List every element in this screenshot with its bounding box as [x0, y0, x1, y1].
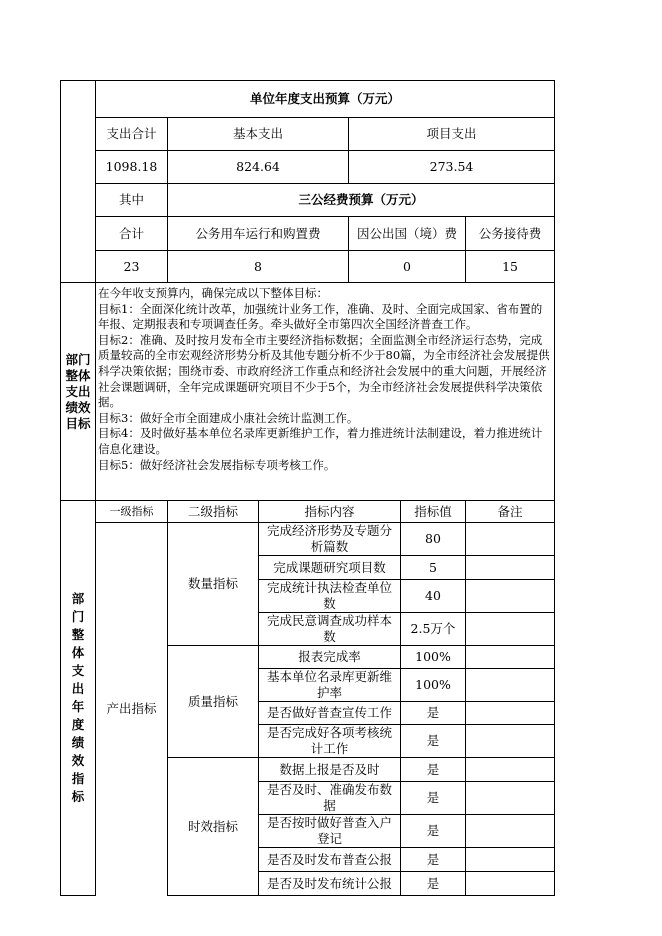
sangong-header-vehicle: 公务用车运行和购置费 — [168, 217, 349, 251]
header-basic-expense: 基本支出 — [168, 118, 349, 151]
header-level1: 一级指标 — [96, 501, 168, 523]
indicator-value: 是 — [401, 782, 466, 815]
indicator-note — [466, 580, 555, 613]
indicator-note — [466, 613, 555, 646]
indicator-note — [466, 556, 555, 580]
indicator-value: 40 — [401, 580, 466, 613]
indicator-note — [466, 815, 555, 848]
indicator-content: 完成民意调查成功样本数 — [259, 613, 401, 646]
goal-4: 目标4：及时做好基本单位名录库更新维护工作，着力推进统计法制建设，着力推进统计信息化建设。 — [98, 426, 543, 456]
goal-1: 目标1：全面深化统计改革，加强统计业务工作，准确、及时、全面完成国家、省布置的年报、定期报表和专项调查任务。牵头做好全市第四次全国经济普查工作。 — [98, 301, 543, 332]
budget-performance-sheet — [60, 80, 554, 896]
level2-quality: 质量指标 — [168, 646, 259, 758]
goal-5: 目标5：做好经济社会发展指标专项考核工作。 — [98, 457, 336, 472]
header-value: 指标值 — [401, 501, 466, 523]
goals-text — [96, 283, 555, 501]
budget-side-cell — [61, 81, 96, 283]
budget-title: 单位年度支出预算（万元） — [96, 81, 555, 118]
indicator-note — [466, 782, 555, 815]
indicator-content: 是否及时发布普查公报 — [259, 848, 401, 872]
header-total-expense: 支出合计 — [96, 118, 168, 151]
sangong-header-abroad: 因公出国（境）费 — [349, 217, 466, 251]
header-content: 指标内容 — [259, 501, 401, 523]
header-note: 备注 — [466, 501, 555, 523]
goal-intro: 在今年收支预算内，确保完成以下整体目标： — [98, 286, 328, 300]
indicator-note — [466, 702, 555, 725]
indicator-value: 是 — [401, 758, 466, 782]
indicator-content: 是否做好普查宣传工作 — [259, 702, 401, 725]
level2-quantity: 数量指标 — [168, 523, 259, 646]
indicator-note — [466, 646, 555, 669]
indicator-content: 基本单位名录库更新维护率 — [259, 669, 401, 702]
goal-2: 目标2：准确、及时按月发布全市主要经济指标数据；全面监测全市经济运行态势，完成质量较高的全市宏观经济形势分析及其他专题分析不少于80篇，为全市经济社会发展提供科学决策依据；围绕市委、市政府经济工作重点和经济社会发展中的重大问题，开展经济社会课题调研，全年完成课题研究项目不少于5个，为全市经济社会发展提供科学决策依据。 — [98, 332, 550, 410]
indicator-note — [466, 872, 555, 896]
indicator-value: 是 — [401, 702, 466, 725]
indicator-content: 报表完成率 — [259, 646, 401, 669]
indicator-value: 是 — [401, 848, 466, 872]
indicator-value: 2.5万个 — [401, 613, 466, 646]
indicator-content: 是否及时、准确发布数据 — [259, 782, 401, 815]
sangong-label: 其中 — [96, 184, 168, 217]
budget-table — [60, 80, 555, 896]
indicator-content: 完成课题研究项目数 — [259, 556, 401, 580]
indicator-note — [466, 669, 555, 702]
indicator-value: 是 — [401, 725, 466, 758]
indicator-value: 是 — [401, 872, 466, 896]
indicator-content: 完成经济形势及专题分析篇数 — [259, 523, 401, 556]
indicator-value: 100% — [401, 646, 466, 669]
header-level2: 二级指标 — [168, 501, 259, 523]
indicator-note — [466, 725, 555, 758]
indicators-side-label: 部门整体支出年度绩效指标 — [61, 501, 96, 896]
sangong-header-reception: 公务接待费 — [466, 217, 555, 251]
sangong-title: 三公经费预算（万元） — [168, 184, 555, 217]
sangong-value-total: 23 — [96, 251, 168, 283]
indicator-content: 是否完成好各项考核统计工作 — [259, 725, 401, 758]
indicator-note — [466, 523, 555, 556]
goal-3: 目标3：做好全市全面建成小康社会统计监测工作。 — [98, 410, 359, 425]
value-total-expense: 1098.18 — [96, 151, 168, 184]
indicator-value: 100% — [401, 669, 466, 702]
header-project-expense: 项目支出 — [349, 118, 555, 151]
indicator-note — [466, 848, 555, 872]
goals-side-label: 部门整体支出绩效目标 — [61, 283, 96, 501]
sangong-value-vehicle: 8 — [168, 251, 349, 283]
sangong-value-abroad: 0 — [349, 251, 466, 283]
indicator-value: 是 — [401, 815, 466, 848]
indicator-value: 80 — [401, 523, 466, 556]
level1-output: 产出指标 — [96, 523, 168, 896]
indicator-content: 是否按时做好普查入户登记 — [259, 815, 401, 848]
indicator-content: 是否及时发布统计公报 — [259, 872, 401, 896]
sangong-header-total: 合计 — [96, 217, 168, 251]
sangong-value-reception: 15 — [466, 251, 555, 283]
value-project-expense: 273.54 — [349, 151, 555, 184]
indicator-content: 完成统计执法检查单位数 — [259, 580, 401, 613]
value-basic-expense: 824.64 — [168, 151, 349, 184]
indicator-content: 数据上报是否及时 — [259, 758, 401, 782]
indicator-value: 5 — [401, 556, 466, 580]
indicator-note — [466, 758, 555, 782]
level2-timeliness: 时效指标 — [168, 758, 259, 896]
